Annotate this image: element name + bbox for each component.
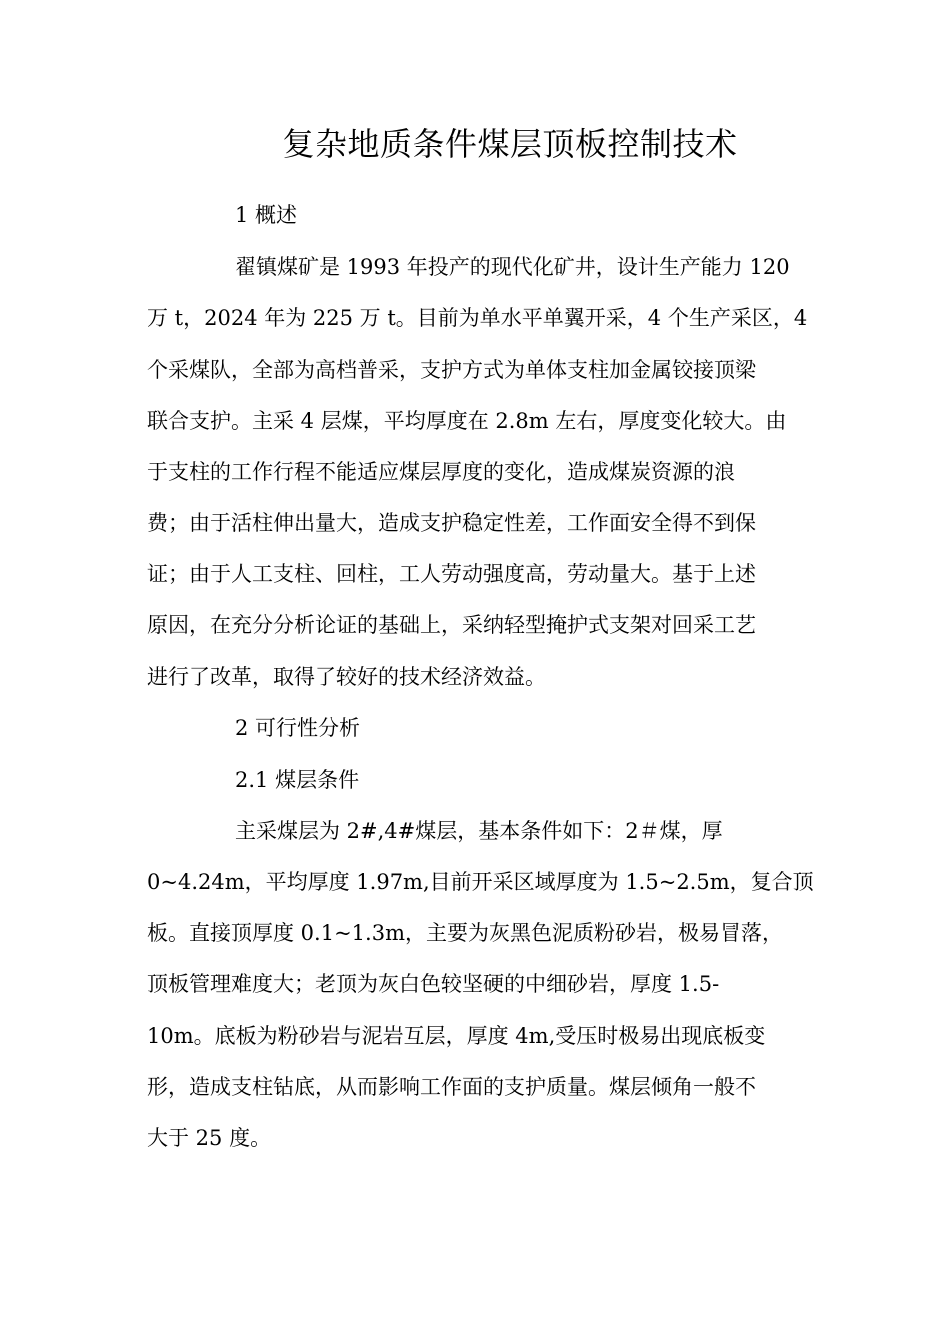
- paragraph-line: 主采煤层为 2#,4#煤层，基本条件如下：2＃煤，厚: [235, 819, 723, 843]
- paragraph-line: 大于 25 度。: [147, 1126, 272, 1150]
- paragraph-line: 证；由于人工支柱、回柱，工人劳动强度高，劳动量大。基于上述: [147, 562, 756, 586]
- paragraph-line: 顶板管理难度大；老顶为灰白色较坚硬的中细砂岩，厚度 1.5-: [147, 972, 720, 996]
- paragraph-line: 原因，在充分分析论证的基础上，采纳轻型掩护式支架对回采工艺: [147, 613, 756, 637]
- paragraph-line: 板。直接顶厚度 0.1~1.3m，主要为灰黑色泥质粉砂岩，极易冒落，: [147, 921, 783, 945]
- paragraph-line: 0~4.24m，平均厚度 1.97m,目前开采区域厚度为 1.5~2.5m，复合顶: [147, 870, 814, 894]
- paragraph-line: 进行了改革，取得了较好的技术经济效益。: [147, 665, 546, 689]
- paragraph-line: 费；由于活柱伸出量大，造成支护稳定性差，工作面安全得不到保: [147, 511, 756, 535]
- paragraph-line: 形，造成支柱钻底，从而影响工作面的支护质量。煤层倾角一般不: [147, 1075, 756, 1099]
- paragraph-line: 个采煤队，全部为高档普采，支护方式为单体支柱加金属铰接顶梁: [147, 358, 756, 382]
- subsection-heading-coal-seam: 2.1 煤层条件: [235, 768, 360, 792]
- paragraph-line: 联合支护。主采 4 层煤，平均厚度在 2.8m 左右，厚度变化较大。由: [147, 409, 787, 433]
- paragraph-line: 10m。底板为粉砂岩与泥岩互层，厚度 4m,受压时极易出现底板变: [147, 1024, 766, 1048]
- section-heading-overview: 1 概述: [235, 203, 298, 227]
- paragraph-line: 于支柱的工作行程不能适应煤层厚度的变化，造成煤炭资源的浪: [147, 460, 735, 484]
- section-heading-feasibility: 2 可行性分析: [235, 716, 361, 740]
- document-title: 复杂地质条件煤层顶板控制技术: [282, 125, 738, 163]
- paragraph-line: 翟镇煤矿是 1993 年投产的现代化矿井，设计生产能力 120: [235, 255, 790, 279]
- paragraph-line: 万 t，2024 年为 225 万 t。目前为单水平单翼开采，4 个生产采区，4: [147, 306, 808, 330]
